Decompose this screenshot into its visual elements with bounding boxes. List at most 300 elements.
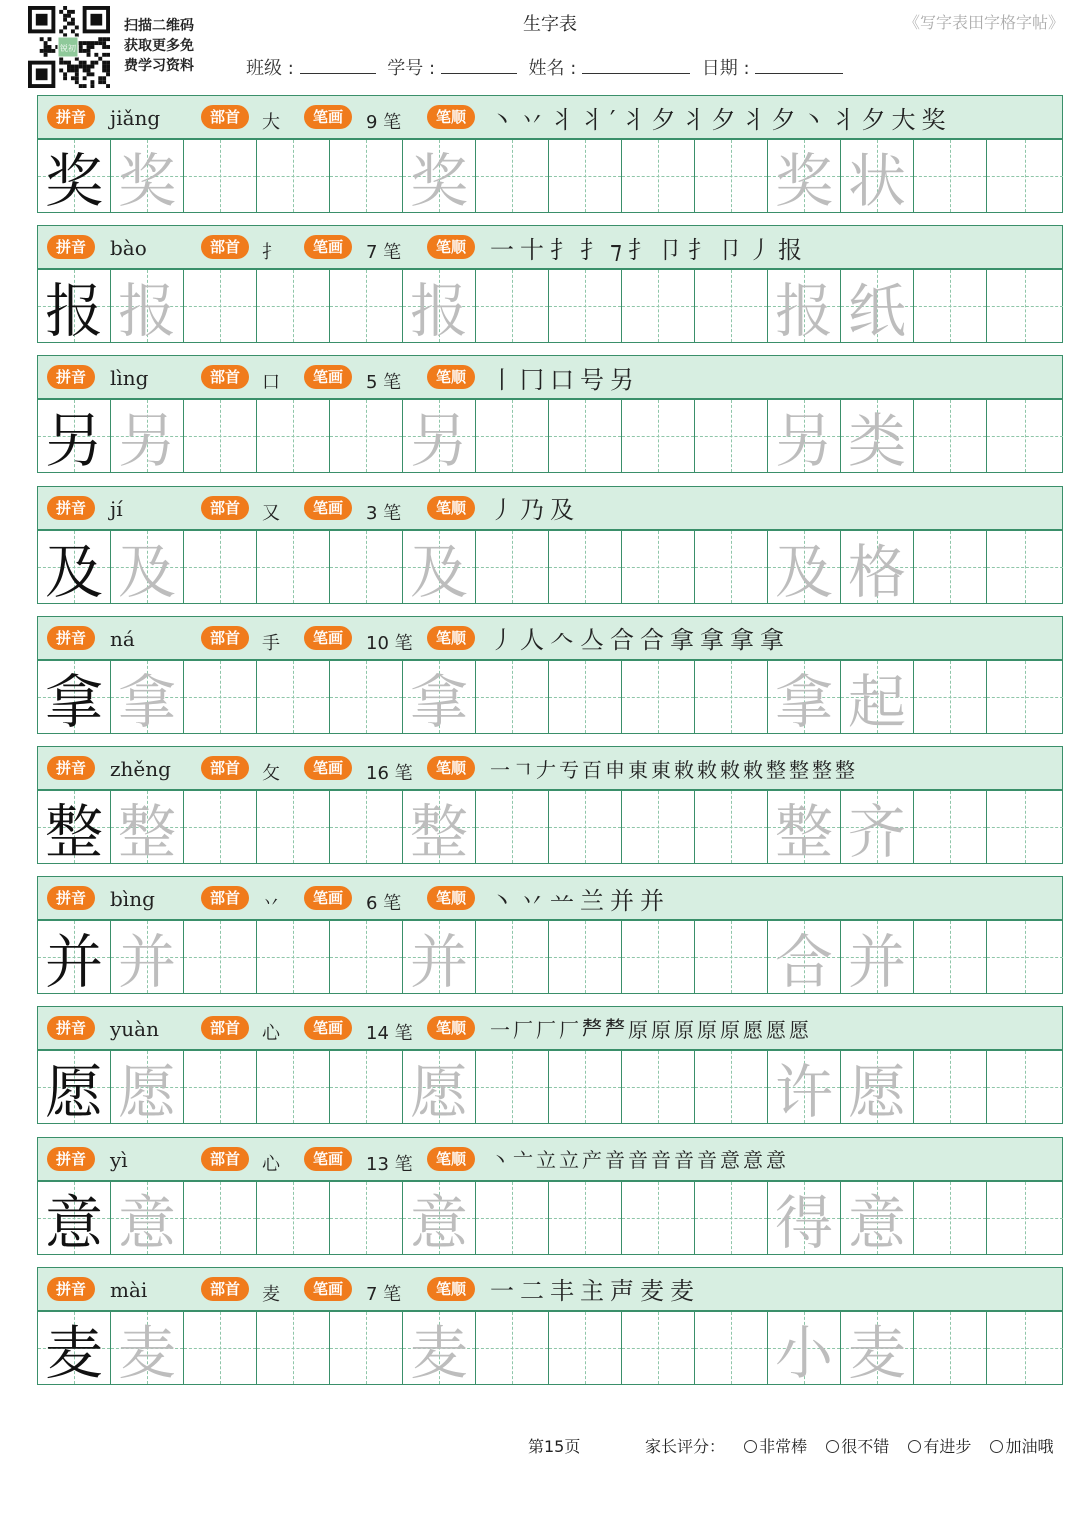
- stroke-order: [490, 879, 670, 917]
- practice-cell[interactable]: [695, 1051, 768, 1123]
- stroke-count-value: 7 笔: [366, 1283, 402, 1305]
- practice-cell[interactable]: [257, 661, 330, 733]
- trace-word-cell[interactable]: [841, 270, 914, 346]
- cell-character: 状: [847, 147, 906, 215]
- practice-cell[interactable]: [914, 400, 987, 472]
- cell-character: 合: [774, 928, 833, 997]
- radical-value: 大: [262, 112, 280, 133]
- character-section: [37, 355, 1063, 475]
- practice-cell[interactable]: [330, 921, 403, 993]
- trace-character-cell[interactable]: [403, 270, 476, 346]
- stroke-step: 厂: [536, 1017, 559, 1042]
- practice-cell[interactable]: [476, 1051, 549, 1123]
- stroke-step: 号: [580, 365, 610, 394]
- trace-word-cell[interactable]: [768, 791, 841, 866]
- stroke-step: 丿: [490, 626, 520, 655]
- trace-word-cell[interactable]: [841, 661, 914, 736]
- model-character-cell[interactable]: [38, 270, 111, 346]
- model-character-cell[interactable]: [38, 661, 111, 736]
- cell-character: 另: [774, 407, 833, 476]
- count-tag: 笔画: [304, 496, 352, 520]
- count-tag: 笔画: [304, 626, 352, 650]
- pinyin-value: jí: [110, 496, 123, 521]
- stroke-order: [490, 749, 858, 787]
- qr-logo-text: 锐初: [60, 44, 76, 53]
- practice-cell[interactable]: [476, 661, 549, 733]
- pinyin-value: jiǎng: [110, 106, 161, 130]
- practice-cell[interactable]: [476, 140, 549, 212]
- pinyin-tag: 拼音: [47, 496, 95, 520]
- practice-cell[interactable]: [695, 140, 768, 212]
- practice-cell[interactable]: [330, 531, 403, 603]
- trace-word-cell[interactable]: [768, 1182, 841, 1257]
- stroke-step: 合: [610, 626, 640, 655]
- practice-cell[interactable]: [257, 1182, 330, 1254]
- trace-character-cell[interactable]: [111, 1051, 184, 1127]
- stroke-step: 東: [628, 757, 651, 782]
- stroke-order: [490, 489, 580, 527]
- practice-grid: [37, 660, 1063, 734]
- cell-character: 得: [774, 1188, 833, 1257]
- stroke-count-value: 16 笔: [366, 763, 413, 784]
- character-header: [37, 355, 1063, 399]
- model-character-cell[interactable]: [38, 531, 111, 606]
- practice-cell[interactable]: [184, 791, 257, 863]
- stroke-step: 及: [550, 496, 580, 525]
- practice-cell[interactable]: [695, 1312, 768, 1384]
- trace-character-cell[interactable]: [111, 270, 184, 346]
- trace-word-cell[interactable]: [768, 1312, 841, 1387]
- practice-cell[interactable]: [695, 400, 768, 472]
- radical-value: 又: [262, 502, 280, 524]
- order-tag: 笔顺: [427, 1277, 475, 1301]
- practice-cell[interactable]: [987, 270, 1063, 342]
- student-id-field[interactable]: [387, 54, 517, 80]
- practice-cell[interactable]: [549, 791, 622, 863]
- class-field[interactable]: [246, 54, 376, 80]
- practice-cell[interactable]: [184, 661, 257, 733]
- pinyin-value: bào: [110, 236, 147, 261]
- practice-cell[interactable]: [257, 791, 330, 863]
- stroke-count-value: 14 笔: [366, 1023, 413, 1045]
- trace-word-cell[interactable]: [841, 531, 914, 606]
- trace-word-cell[interactable]: [768, 531, 841, 606]
- stroke-order: [490, 228, 808, 266]
- practice-cell[interactable]: [695, 270, 768, 342]
- practice-cell[interactable]: [184, 1051, 257, 1123]
- radio-circle-icon[interactable]: [990, 1440, 1003, 1453]
- practice-cell[interactable]: [184, 140, 257, 212]
- stroke-order: [490, 1270, 700, 1308]
- trace-character-cell[interactable]: [111, 531, 184, 606]
- stroke-step: 丶: [490, 886, 520, 915]
- stroke-step: 乃: [520, 496, 550, 525]
- trace-word-cell[interactable]: [841, 140, 914, 215]
- model-character-cell[interactable]: [38, 1182, 111, 1257]
- radio-circle-icon[interactable]: [826, 1440, 839, 1453]
- practice-cell[interactable]: [695, 661, 768, 733]
- stroke-step: 并: [610, 886, 640, 915]
- practice-cell[interactable]: [987, 921, 1063, 993]
- practice-cell[interactable]: [549, 270, 622, 342]
- practice-cell[interactable]: [330, 1312, 403, 1384]
- trace-character-cell[interactable]: [403, 1051, 476, 1127]
- character-header: [37, 1137, 1063, 1181]
- trace-word-cell[interactable]: [768, 921, 841, 997]
- radio-circle-icon[interactable]: [744, 1440, 757, 1453]
- count-tag: 笔画: [304, 1016, 352, 1040]
- practice-cell[interactable]: [987, 1182, 1063, 1254]
- trace-character-cell[interactable]: [403, 791, 476, 866]
- practice-grid: [37, 1311, 1063, 1385]
- cell-character: 纸: [847, 277, 906, 346]
- date-field[interactable]: [702, 54, 844, 80]
- model-character-cell[interactable]: [38, 1312, 111, 1387]
- stroke-step: 原: [651, 1017, 674, 1042]
- practice-cell[interactable]: [257, 270, 330, 342]
- trace-word-cell[interactable]: [768, 400, 841, 476]
- stroke-step: 人: [520, 626, 550, 655]
- stroke-step: 拿: [700, 626, 730, 655]
- stroke-step: 并: [640, 886, 670, 915]
- practice-cell[interactable]: [622, 921, 695, 993]
- model-character-cell[interactable]: [38, 400, 111, 476]
- practice-cell[interactable]: [987, 661, 1063, 733]
- practice-cell[interactable]: [987, 791, 1063, 863]
- name-field[interactable]: [529, 54, 691, 80]
- pinyin-value: yì: [110, 1147, 128, 1172]
- stroke-step: 原: [697, 1017, 720, 1042]
- radical-tag: 部首: [201, 756, 249, 780]
- radical-tag: 部首: [201, 1277, 249, 1301]
- trace-word-cell[interactable]: [768, 270, 841, 346]
- trace-word-cell[interactable]: [841, 791, 914, 866]
- practice-cell[interactable]: [476, 531, 549, 603]
- trace-word-cell[interactable]: [841, 1182, 914, 1257]
- count-tag: 笔画: [304, 235, 352, 259]
- pinyin-tag: 拼音: [47, 756, 95, 780]
- trace-word-cell[interactable]: [768, 140, 841, 215]
- pinyin-tag: 拼音: [47, 105, 95, 129]
- trace-character-cell[interactable]: [111, 661, 184, 736]
- practice-cell[interactable]: [257, 140, 330, 212]
- radical-tag: 部首: [201, 1016, 249, 1040]
- practice-cell[interactable]: [330, 791, 403, 863]
- stroke-step: 十: [520, 235, 550, 264]
- count-tag: 笔画: [304, 365, 352, 389]
- trace-character-cell[interactable]: [111, 140, 184, 215]
- stroke-step: 𠃍: [513, 757, 536, 782]
- trace-word-cell[interactable]: [768, 1051, 841, 1127]
- practice-cell[interactable]: [549, 1051, 622, 1123]
- stroke-step: 整: [835, 757, 858, 782]
- stroke-step: 亼: [580, 626, 610, 655]
- cell-character: 及: [44, 537, 103, 606]
- character-header: [37, 876, 1063, 920]
- stroke-step: 奖: [921, 105, 952, 134]
- practice-cell[interactable]: [476, 1182, 549, 1254]
- practice-cell[interactable]: [476, 1312, 549, 1384]
- practice-cell[interactable]: [330, 270, 403, 342]
- practice-cell[interactable]: [476, 921, 549, 993]
- practice-cell[interactable]: [622, 140, 695, 212]
- cell-character: 奖: [774, 147, 833, 215]
- practice-cell[interactable]: [914, 1051, 987, 1123]
- practice-cell[interactable]: [987, 531, 1063, 603]
- stroke-step: 愿: [743, 1017, 766, 1042]
- stroke-step: 原: [720, 1017, 743, 1042]
- trace-character-cell[interactable]: [111, 400, 184, 476]
- practice-grid: [37, 399, 1063, 476]
- practice-cell[interactable]: [914, 270, 987, 342]
- stroke-order: [490, 619, 790, 657]
- practice-cell[interactable]: [695, 921, 768, 993]
- cell-character: 愿: [117, 1058, 176, 1127]
- stroke-step: 产: [582, 1148, 605, 1173]
- stroke-step: 整: [789, 757, 812, 782]
- stroke-step: 丶: [490, 105, 520, 134]
- count-tag: 笔画: [304, 1277, 352, 1301]
- practice-cell[interactable]: [257, 531, 330, 603]
- practice-cell[interactable]: [330, 1051, 403, 1123]
- practice-cell[interactable]: [476, 400, 549, 472]
- stroke-step: 扌: [550, 235, 580, 264]
- practice-cell[interactable]: [914, 921, 987, 993]
- practice-cell[interactable]: [330, 140, 403, 212]
- model-character-cell[interactable]: [38, 1051, 111, 1127]
- cell-character: 整: [774, 798, 833, 866]
- stroke-count-value: 9 笔: [366, 112, 402, 133]
- practice-cell[interactable]: [257, 400, 330, 472]
- practice-cell[interactable]: [549, 1312, 622, 1384]
- cell-character: 并: [409, 928, 468, 997]
- practice-cell[interactable]: [622, 1182, 695, 1254]
- order-tag: 笔顺: [427, 365, 475, 389]
- stroke-step: 声: [610, 1277, 640, 1306]
- practice-cell[interactable]: [622, 1312, 695, 1384]
- cell-character: 麦: [409, 1318, 468, 1387]
- order-tag: 笔顺: [427, 756, 475, 780]
- trace-word-cell[interactable]: [768, 661, 841, 736]
- practice-cell[interactable]: [184, 400, 257, 472]
- practice-cell[interactable]: [914, 140, 987, 212]
- practice-cell[interactable]: [330, 1182, 403, 1254]
- model-character-cell[interactable]: [38, 140, 111, 215]
- pinyin-tag: 拼音: [47, 365, 95, 389]
- pinyin-tag: 拼音: [47, 626, 95, 650]
- rating-option[interactable]: 非常棒: [744, 1437, 807, 1456]
- trace-character-cell[interactable]: [403, 1312, 476, 1387]
- trace-character-cell[interactable]: [111, 1312, 184, 1387]
- stroke-step: 厂: [559, 1017, 582, 1042]
- practice-cell[interactable]: [987, 1051, 1063, 1123]
- trace-character-cell[interactable]: [111, 791, 184, 866]
- cell-character: 拿: [774, 667, 833, 736]
- practice-cell[interactable]: [476, 270, 549, 342]
- page-subtitle: 《写字表田字格字帖》: [903, 13, 1064, 32]
- trace-word-cell[interactable]: [841, 400, 914, 476]
- practice-cell[interactable]: [549, 140, 622, 212]
- pinyin-value: lìng: [110, 366, 149, 391]
- trace-word-cell[interactable]: [841, 1312, 914, 1387]
- pinyin-value: yuàn: [110, 1017, 159, 1042]
- practice-cell[interactable]: [549, 531, 622, 603]
- stroke-step: 厂: [513, 1017, 536, 1042]
- cell-character: 起: [847, 667, 906, 736]
- cell-character: 奖: [117, 147, 176, 215]
- stroke-order: [490, 358, 640, 396]
- cell-character: 奖: [44, 147, 103, 215]
- trace-character-cell[interactable]: [403, 921, 476, 997]
- trace-character-cell[interactable]: [403, 1182, 476, 1257]
- promo-line: 扫描二维码: [124, 18, 194, 34]
- rating-option[interactable]: 加油哦: [990, 1437, 1053, 1456]
- practice-cell[interactable]: [914, 661, 987, 733]
- stroke-step: 扌⁊: [580, 235, 628, 264]
- practice-cell[interactable]: [987, 400, 1063, 472]
- character-section: [37, 1267, 1063, 1387]
- practice-cell[interactable]: [184, 1312, 257, 1384]
- stroke-step: 报: [777, 235, 808, 264]
- trace-character-cell[interactable]: [111, 921, 184, 997]
- cell-character: 拿: [44, 667, 103, 736]
- trace-character-cell[interactable]: [403, 140, 476, 215]
- practice-cell[interactable]: [330, 400, 403, 472]
- practice-cell[interactable]: [987, 140, 1063, 212]
- radio-circle-icon[interactable]: [908, 1440, 921, 1453]
- stroke-step: 申: [605, 757, 628, 782]
- cell-character: 意: [409, 1188, 468, 1257]
- stroke-order: [490, 1140, 789, 1178]
- character-section: [37, 616, 1063, 736]
- practice-cell[interactable]: [184, 921, 257, 993]
- trace-character-cell[interactable]: [403, 531, 476, 606]
- cell-character: 报: [774, 277, 833, 346]
- practice-cell[interactable]: [622, 1051, 695, 1123]
- stroke-count-value: 10 笔: [366, 632, 413, 654]
- practice-cell[interactable]: [987, 1312, 1063, 1384]
- practice-cell[interactable]: [549, 921, 622, 993]
- promo-line: 费学习资料: [124, 58, 194, 74]
- cell-character: 拿: [409, 667, 468, 736]
- trace-word-cell[interactable]: [841, 1051, 914, 1127]
- stroke-step: 整: [812, 757, 835, 782]
- practice-cell[interactable]: [695, 531, 768, 603]
- practice-cell[interactable]: [914, 1182, 987, 1254]
- cell-character: 另: [409, 407, 468, 476]
- order-tag: 笔顺: [427, 105, 475, 129]
- stroke-step: 另: [610, 365, 640, 394]
- practice-grid: [37, 139, 1063, 213]
- practice-cell[interactable]: [184, 270, 257, 342]
- order-tag: 笔顺: [427, 626, 475, 650]
- radical-value: 口: [262, 372, 280, 394]
- stroke-order: [490, 1009, 812, 1047]
- stroke-step: 丬夕: [681, 105, 742, 134]
- order-tag: 笔顺: [427, 886, 475, 910]
- cell-character: 报: [409, 277, 468, 346]
- practice-cell[interactable]: [622, 661, 695, 733]
- stroke-step: 東: [651, 757, 674, 782]
- practice-cell[interactable]: [549, 400, 622, 472]
- practice-cell[interactable]: [549, 661, 622, 733]
- rating-option[interactable]: 有进步: [908, 1437, 971, 1456]
- cell-character: 整: [44, 798, 103, 866]
- stroke-step: 丬′: [580, 105, 622, 134]
- practice-cell[interactable]: [622, 400, 695, 472]
- cell-character: 愿: [847, 1058, 906, 1127]
- count-tag: 笔画: [304, 886, 352, 910]
- trace-character-cell[interactable]: [111, 1182, 184, 1257]
- practice-cell[interactable]: [695, 791, 768, 863]
- practice-cell[interactable]: [622, 531, 695, 603]
- practice-cell[interactable]: [914, 1312, 987, 1384]
- radical-value: 攵: [262, 763, 280, 784]
- date-label: 日期 :: [701, 58, 750, 79]
- cell-character: 及: [117, 537, 176, 606]
- radical-tag: 部首: [201, 365, 249, 389]
- practice-cell[interactable]: [476, 791, 549, 863]
- model-character-cell[interactable]: [38, 921, 111, 997]
- practice-grid: [37, 1050, 1063, 1127]
- practice-cell[interactable]: [257, 1051, 330, 1123]
- practice-cell[interactable]: [257, 1312, 330, 1384]
- practice-cell[interactable]: [914, 531, 987, 603]
- order-tag: 笔顺: [427, 1016, 475, 1040]
- cell-character: 整: [409, 798, 468, 866]
- practice-cell[interactable]: [184, 1182, 257, 1254]
- trace-character-cell[interactable]: [403, 661, 476, 736]
- stroke-step: 一: [490, 757, 513, 782]
- stroke-step: 愿: [766, 1017, 789, 1042]
- practice-cell[interactable]: [622, 270, 695, 342]
- trace-word-cell[interactable]: [841, 921, 914, 997]
- page-title: 生字表: [523, 14, 577, 35]
- stroke-step: 丷: [520, 105, 550, 134]
- radical-value: 麦: [262, 1283, 280, 1305]
- stroke-step: 口: [550, 365, 580, 394]
- character-header: [37, 616, 1063, 660]
- character-section: [37, 876, 1063, 996]
- radical-tag: 部首: [201, 1147, 249, 1171]
- practice-cell[interactable]: [184, 531, 257, 603]
- stroke-step: 丬夕丶: [741, 105, 832, 134]
- radical-tag: 部首: [201, 235, 249, 259]
- practice-cell[interactable]: [330, 661, 403, 733]
- cell-character: 愿: [44, 1058, 103, 1127]
- stroke-count-value: 5 笔: [366, 372, 402, 394]
- stroke-step: 麦: [670, 1277, 700, 1306]
- rating-option[interactable]: 很不错: [826, 1437, 889, 1456]
- model-character-cell[interactable]: [38, 791, 111, 866]
- stroke-step: 拿: [670, 626, 700, 655]
- pinyin-value: ná: [110, 626, 135, 651]
- cell-character: 整: [117, 798, 176, 866]
- cell-character: 并: [847, 928, 906, 997]
- trace-character-cell[interactable]: [403, 400, 476, 476]
- practice-cell[interactable]: [914, 791, 987, 863]
- stroke-step: 亐: [559, 757, 582, 782]
- stroke-step: 𠂇: [536, 757, 559, 782]
- stroke-step: 意: [766, 1148, 789, 1173]
- stroke-step: 二: [520, 1277, 550, 1306]
- practice-cell[interactable]: [622, 791, 695, 863]
- cell-character: 及: [409, 537, 468, 606]
- practice-cell[interactable]: [549, 1182, 622, 1254]
- stroke-step: 丬夕: [621, 105, 682, 134]
- practice-cell[interactable]: [257, 921, 330, 993]
- practice-cell[interactable]: [695, 1182, 768, 1254]
